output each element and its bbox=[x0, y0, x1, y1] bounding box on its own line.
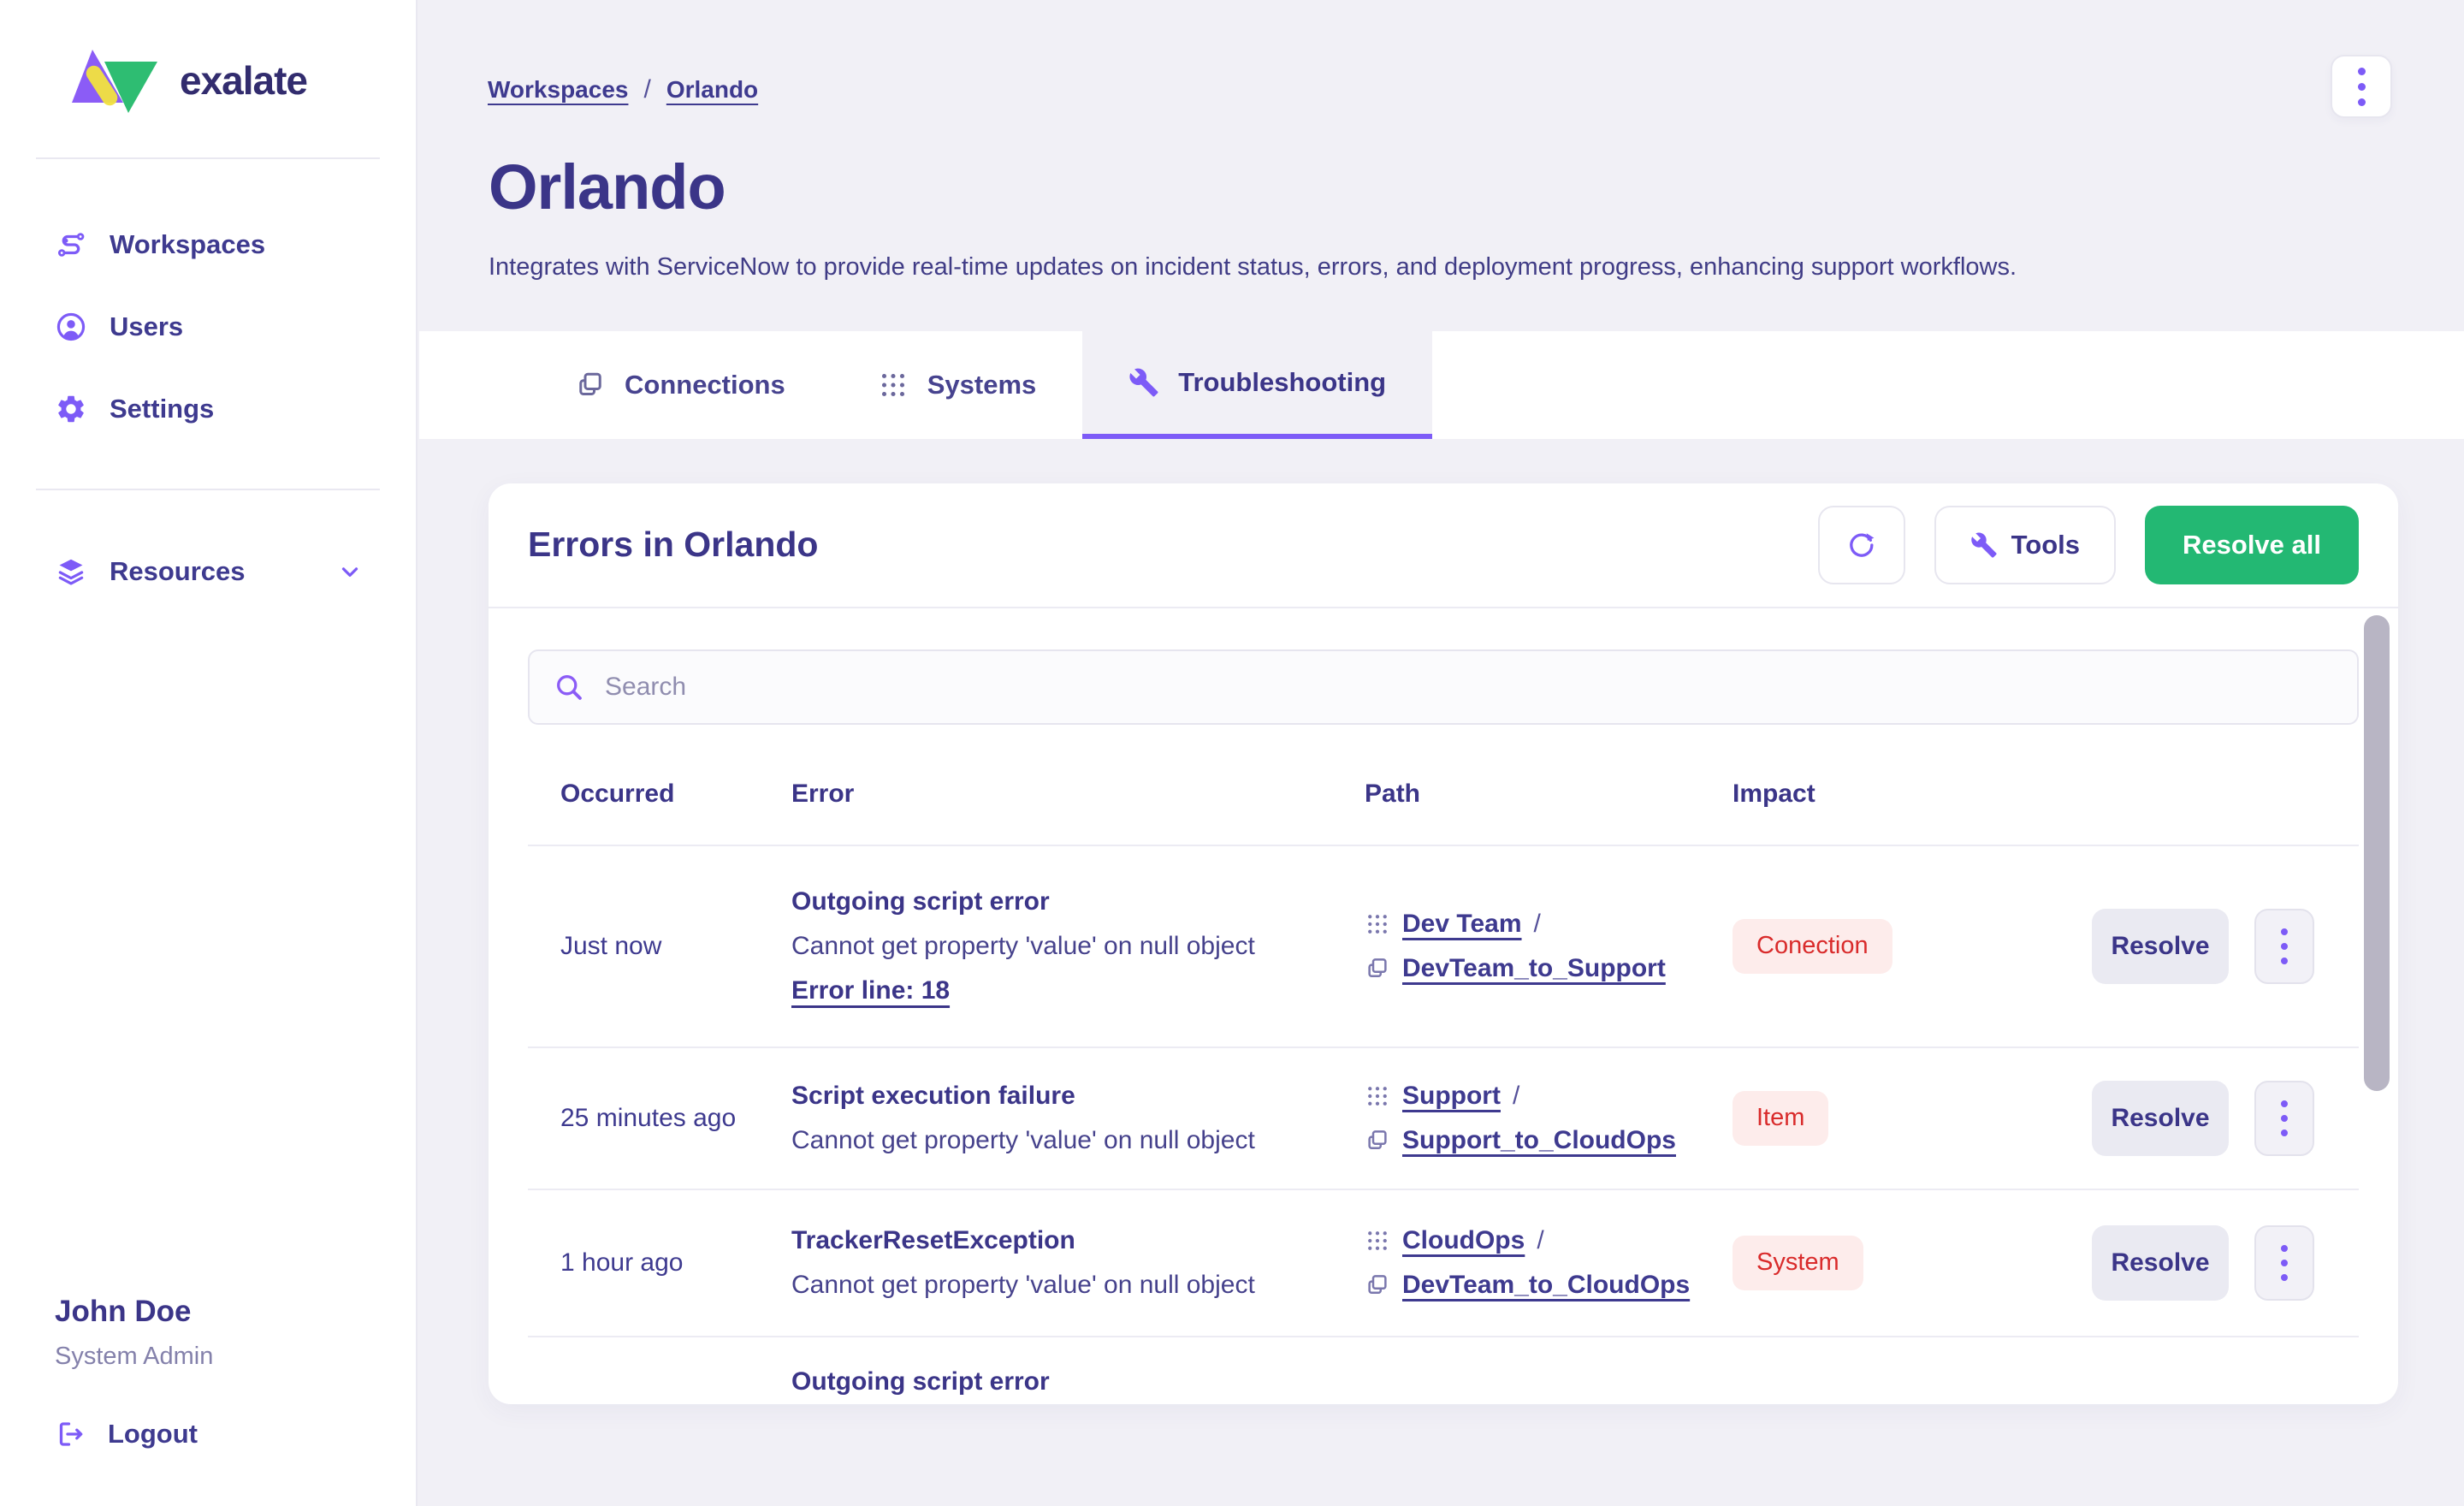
refresh-button[interactable] bbox=[1818, 506, 1905, 584]
search-icon bbox=[554, 672, 584, 703]
logo-text: exalate bbox=[180, 58, 308, 103]
page-description: Integrates with ServiceNow to provide real-time updates on incident status, errors, and deployment progress, enhancing support workflows. bbox=[489, 252, 2017, 281]
exalate-logo-icon bbox=[70, 43, 159, 118]
systems-icon bbox=[878, 370, 909, 400]
chevron-down-icon bbox=[337, 559, 363, 584]
error-title: TrackerResetException bbox=[791, 1225, 1075, 1254]
sidebar-item-label: Settings bbox=[110, 394, 215, 424]
col-error: Error bbox=[791, 779, 855, 808]
tab-systems[interactable] bbox=[832, 331, 1083, 439]
tab-label: Systems bbox=[927, 369, 1037, 400]
kebab-icon bbox=[2281, 1100, 2288, 1136]
user-name: John Doe bbox=[55, 1295, 192, 1328]
sidebar bbox=[0, 0, 418, 1506]
path-separator: / bbox=[1512, 1081, 1520, 1110]
user-role: System Admin bbox=[55, 1343, 214, 1370]
table-row bbox=[528, 1048, 2359, 1190]
tab-troubleshooting[interactable] bbox=[1082, 331, 1432, 439]
connection-link-icon bbox=[1365, 956, 1390, 981]
row-actions bbox=[2049, 1225, 2359, 1301]
connection-link-icon bbox=[1365, 1128, 1390, 1153]
occurred-cell: Just now bbox=[560, 931, 662, 960]
connections-icon bbox=[575, 370, 606, 400]
workspaces-icon bbox=[55, 228, 87, 261]
tools-button[interactable] bbox=[1934, 506, 2116, 584]
sidebar-item-resources[interactable] bbox=[55, 531, 416, 613]
col-path: Path bbox=[1365, 779, 1421, 808]
table-row bbox=[528, 846, 2359, 1048]
breadcrumb-separator: / bbox=[643, 75, 651, 104]
table-row bbox=[528, 1190, 2359, 1337]
workspace-link[interactable]: Dev Team bbox=[1402, 909, 1522, 938]
resolve-all-label: Resolve all bbox=[2183, 529, 2321, 560]
gear-icon bbox=[55, 393, 87, 425]
path-cell bbox=[1365, 1074, 1732, 1163]
search-input[interactable] bbox=[605, 673, 2333, 702]
row-actions bbox=[2049, 909, 2359, 984]
sidebar-item-settings[interactable] bbox=[55, 368, 416, 450]
breadcrumb bbox=[488, 75, 758, 104]
occurred-cell: 25 minutes ago bbox=[560, 1103, 737, 1132]
row-actions bbox=[2049, 1081, 2359, 1156]
page-title: Orlando bbox=[489, 151, 726, 222]
troubleshooting-wrench-icon bbox=[1128, 367, 1159, 398]
kebab-icon bbox=[2281, 928, 2288, 964]
resolve-all-button[interactable] bbox=[2145, 506, 2359, 584]
col-impact: Impact bbox=[1732, 779, 1815, 808]
path-separator: / bbox=[1537, 1225, 1544, 1254]
error-title: Outgoing script error bbox=[791, 886, 1050, 916]
logout-icon bbox=[55, 1419, 86, 1450]
tab-connections[interactable] bbox=[529, 331, 832, 439]
search-box bbox=[528, 649, 2359, 725]
kebab-icon bbox=[2281, 1245, 2288, 1281]
error-title: Outgoing script error bbox=[791, 1367, 1050, 1396]
workspace-link[interactable]: Support bbox=[1402, 1081, 1501, 1110]
error-cell bbox=[791, 1360, 1365, 1404]
tab-label: Troubleshooting bbox=[1178, 366, 1387, 397]
panel-scrollbar[interactable] bbox=[2364, 615, 2390, 1091]
occurred-cell: 1 hour ago bbox=[560, 1248, 684, 1277]
main-content bbox=[419, 0, 2464, 1506]
row-menu-button[interactable] bbox=[2254, 1225, 2314, 1301]
breadcrumb-workspaces-link[interactable]: Workspaces bbox=[488, 76, 629, 103]
resolve-button[interactable]: Resolve bbox=[2092, 909, 2229, 984]
sidebar-item-label: Resources bbox=[110, 556, 246, 586]
row-menu-button[interactable] bbox=[2254, 909, 2314, 984]
users-icon bbox=[55, 311, 87, 343]
error-line-link[interactable]: Error line: 18 bbox=[791, 975, 951, 1005]
logo bbox=[0, 0, 416, 118]
impact-badge: Item bbox=[1732, 1091, 1828, 1146]
hub-icon bbox=[1365, 911, 1390, 937]
table-row bbox=[528, 1337, 2359, 1404]
connection-link-icon bbox=[1365, 1272, 1390, 1298]
breadcrumb-orlando-link[interactable]: Orlando bbox=[666, 76, 759, 103]
error-detail: Cannot get property 'value' on null object bbox=[791, 1125, 1255, 1154]
connection-link[interactable]: Support_to_CloudOps bbox=[1402, 1125, 1676, 1154]
path-cell bbox=[1365, 902, 1732, 991]
resolve-button[interactable]: Resolve bbox=[2092, 1225, 2229, 1301]
sidebar-item-workspaces[interactable] bbox=[55, 204, 416, 286]
logout-button[interactable] bbox=[55, 1419, 213, 1450]
errors-panel bbox=[489, 483, 2398, 1404]
path-cell bbox=[1365, 1218, 1732, 1307]
sidebar-item-users[interactable] bbox=[55, 286, 416, 368]
table-header-row bbox=[528, 725, 2359, 846]
col-occurred: Occurred bbox=[560, 779, 675, 808]
error-cell bbox=[791, 1218, 1365, 1307]
page-menu-button[interactable] bbox=[2331, 55, 2392, 118]
tab-label: Connections bbox=[625, 369, 785, 400]
logout-label: Logout bbox=[108, 1419, 198, 1449]
errors-table bbox=[528, 725, 2359, 1404]
hub-icon bbox=[1365, 1228, 1390, 1254]
panel-actions bbox=[1818, 506, 2359, 584]
panel-title: Errors in Orlando bbox=[528, 525, 819, 565]
row-menu-button[interactable] bbox=[2254, 1081, 2314, 1156]
kebab-icon bbox=[2358, 68, 2366, 106]
tools-label: Tools bbox=[2011, 529, 2081, 560]
workspace-link[interactable]: CloudOps bbox=[1402, 1225, 1525, 1254]
sidebar-footer bbox=[55, 1295, 213, 1450]
error-detail: Cannot get property 'value' on null object bbox=[791, 1270, 1255, 1299]
impact-badge: Conection bbox=[1732, 919, 1892, 974]
resolve-button[interactable]: Resolve bbox=[2092, 1081, 2229, 1156]
connection-link[interactable]: DevTeam_to_CloudOps bbox=[1402, 1270, 1691, 1299]
sidebar-item-label: Workspaces bbox=[110, 229, 266, 259]
path-separator: / bbox=[1533, 909, 1541, 938]
connection-link[interactable]: DevTeam_to_Support bbox=[1402, 953, 1666, 982]
hub-icon bbox=[1365, 1083, 1390, 1109]
error-cell bbox=[791, 880, 1365, 1013]
sidebar-item-label: Users bbox=[110, 311, 184, 341]
error-cell bbox=[791, 1074, 1365, 1163]
resources-icon bbox=[55, 555, 87, 588]
sidebar-resources bbox=[0, 490, 416, 613]
error-detail: Cannot get property 'value' on null object bbox=[791, 931, 1255, 960]
tab-bar bbox=[419, 331, 2464, 439]
refresh-icon bbox=[1846, 530, 1877, 560]
sidebar-nav bbox=[0, 159, 416, 450]
panel-header bbox=[489, 483, 2398, 608]
impact-badge: System bbox=[1732, 1236, 1863, 1290]
tools-wrench-icon bbox=[1970, 531, 1998, 559]
error-title: Script execution failure bbox=[791, 1081, 1075, 1110]
